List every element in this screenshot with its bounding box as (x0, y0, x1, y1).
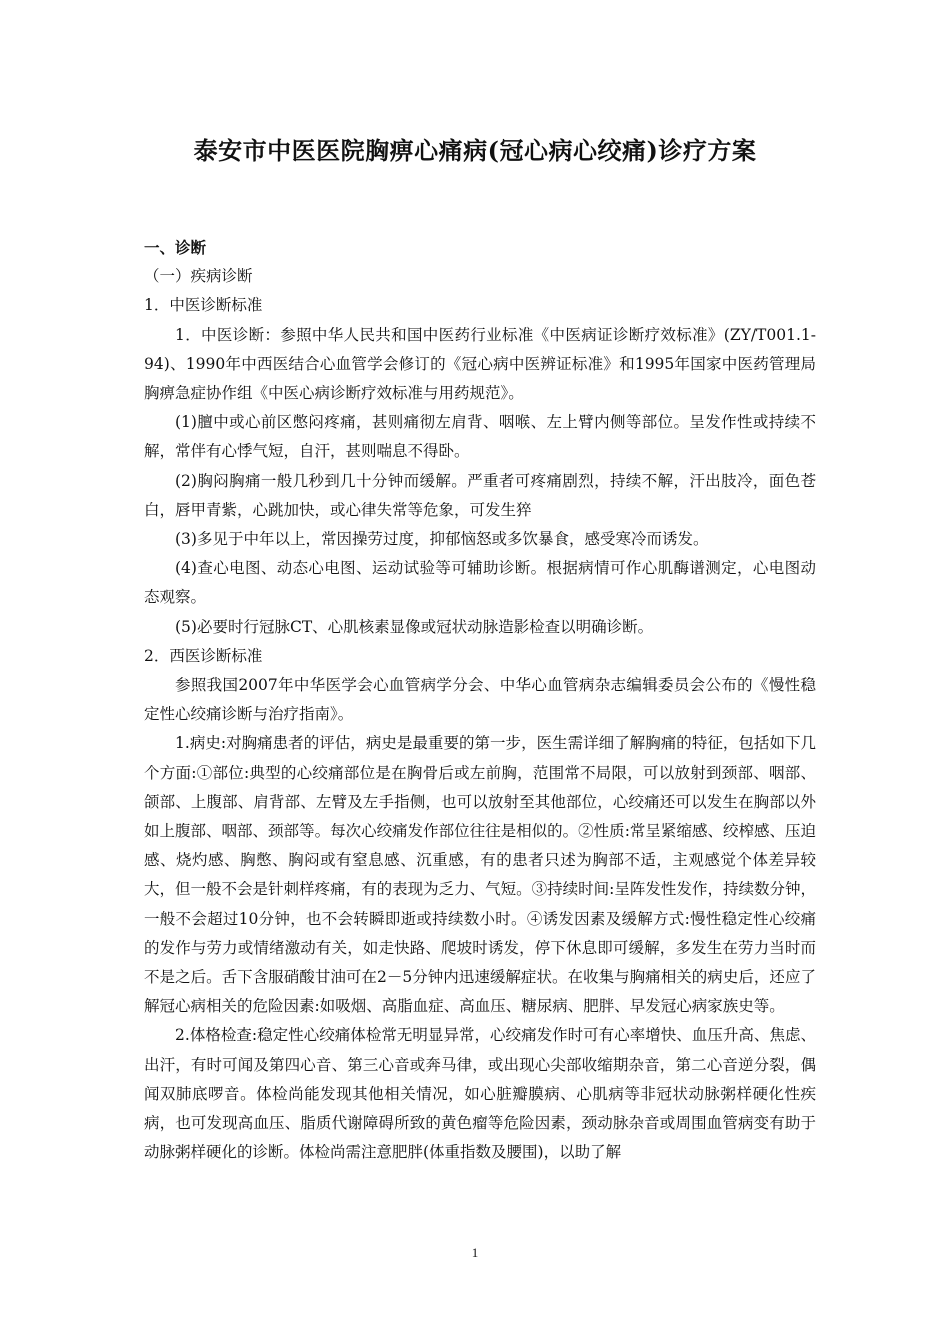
page-number: 1 (471, 1245, 479, 1260)
paragraph-criterion-1: (1)膻中或心前区憋闷疼痛，甚则痛彻左肩背、咽喉、左上臂内侧等部位。呈发作性或持续不解，常伴有心悸气短，自汗，甚则喘息不得卧。 (144, 413, 816, 461)
section-heading-diagnosis: 一、诊断 (144, 238, 207, 257)
subsection-heading-western-standard: 2．西医诊断标准 (144, 646, 263, 665)
subsection-heading-tcm-standard: 1．中医诊断标准 (144, 296, 263, 315)
paragraph-criterion-4: (4)查心电图、动态心电图、运动试验等可辅助诊断。根据病情可作心肌酶谱测定，心电图动态观察。 (144, 559, 816, 607)
document-body (144, 233, 816, 1168)
paragraph-physical-exam: 2.体格检查:稳定性心绞痛体检常无明显异常，心绞痛发作时可有心率增快、血压升高、焦虑、出汗，有时可闻及第四心音、第三心音或奔马律，或出现心尖部收缩期杂音，第二心音逆分裂，偶闻双肺底啰音。体检尚能发现其他相关情况，如心脏瓣膜病、心肌病等非冠状动脉粥样硬化性疾病，也可发现高血压、脂质代谢障碍所致的黄色瘤等危险因素，颈动脉杂音或周围血管病变有助于动脉粥样硬化的诊断。体检尚需注意肥胖(体重指数及腰围)，以助了解 (144, 1026, 816, 1162)
paragraph-criterion-2: (2)胸闷胸痛一般几秒到几十分钟而缓解。严重者可疼痛剧烈，持续不解，汗出肢冷，面色苍白，唇甲青紫，心跳加快，或心律失常等危象，可发生猝 (144, 471, 816, 519)
paragraph-history: 1.病史:对胸痛患者的评估，病史是最重要的第一步，医生需详细了解胸痛的特征，包括如下几个方面:①部位:典型的心绞痛部位是在胸骨后或左前胸，范围常不局限，可以放射到颈部、咽部、颌部、上腹部、肩背部、左臂及左手指侧，也可以放射至其他部位，心绞痛还可以发生在胸部以外如上腹部、咽部、颈部等。每次心绞痛发作部位往往是相似的。②性质:常呈紧缩感、绞榨感、压迫感、烧灼感、胸憋、胸闷或有窒息感、沉重感，有的患者只述为胸部不适，主观感觉个体差异较大，但一般不会是针刺样疼痛，有的表现为乏力、气短。③持续时间:呈阵发性发作，持续数分钟，一般不会超过10分钟，也不会转瞬即逝或持续数小时。④诱发因素及缓解方式:慢性稳定性心绞痛的发作与劳力或情绪激动有关，如走快路、爬坡时诱发，停下休息即可缓解，多发生在劳力当时而不是之后。舌下含服硝酸甘油可在2－5分钟内迅速缓解症状。在收集与胸痛相关的病史后，还应了解冠心病相关的危险因素:如吸烟、高脂血症、高血压、糖尿病、肥胖、早发冠心病家族史等。 (144, 734, 816, 1016)
paragraph-tcm-diagnosis: 1．中医诊断：参照中华人民共和国中医药行业标准《中医病证诊断疗效标准》(ZY/T001.1-94)、1990年中西医结合心血管学会修订的《冠心病中医辨证标准》和1995年国家中医药管理局胸痹急症协作组《中医心病诊断疗效标准与用药规范》。 (144, 325, 816, 403)
paragraph-guideline-reference: 参照我国2007年中华医学会心血管病学分会、中华心血管病杂志编辑委员会公布的《慢性稳定性心绞痛诊断与治疗指南》。 (144, 676, 816, 724)
document-title: 泰安市中医医院胸痹心痛病(冠心病心绞痛)诊疗方案 (193, 136, 757, 165)
paragraph-criterion-5: (5)必要时行冠脉CT、心肌核素显像或冠状动脉造影检查以明确诊断。 (175, 617, 654, 636)
subsection-heading-disease-diagnosis: （一）疾病诊断 (144, 267, 253, 286)
paragraph-criterion-3: (3)多见于中年以上，常因操劳过度，抑郁恼怒或多饮暴食，感受寒冷而诱发。 (175, 530, 709, 549)
